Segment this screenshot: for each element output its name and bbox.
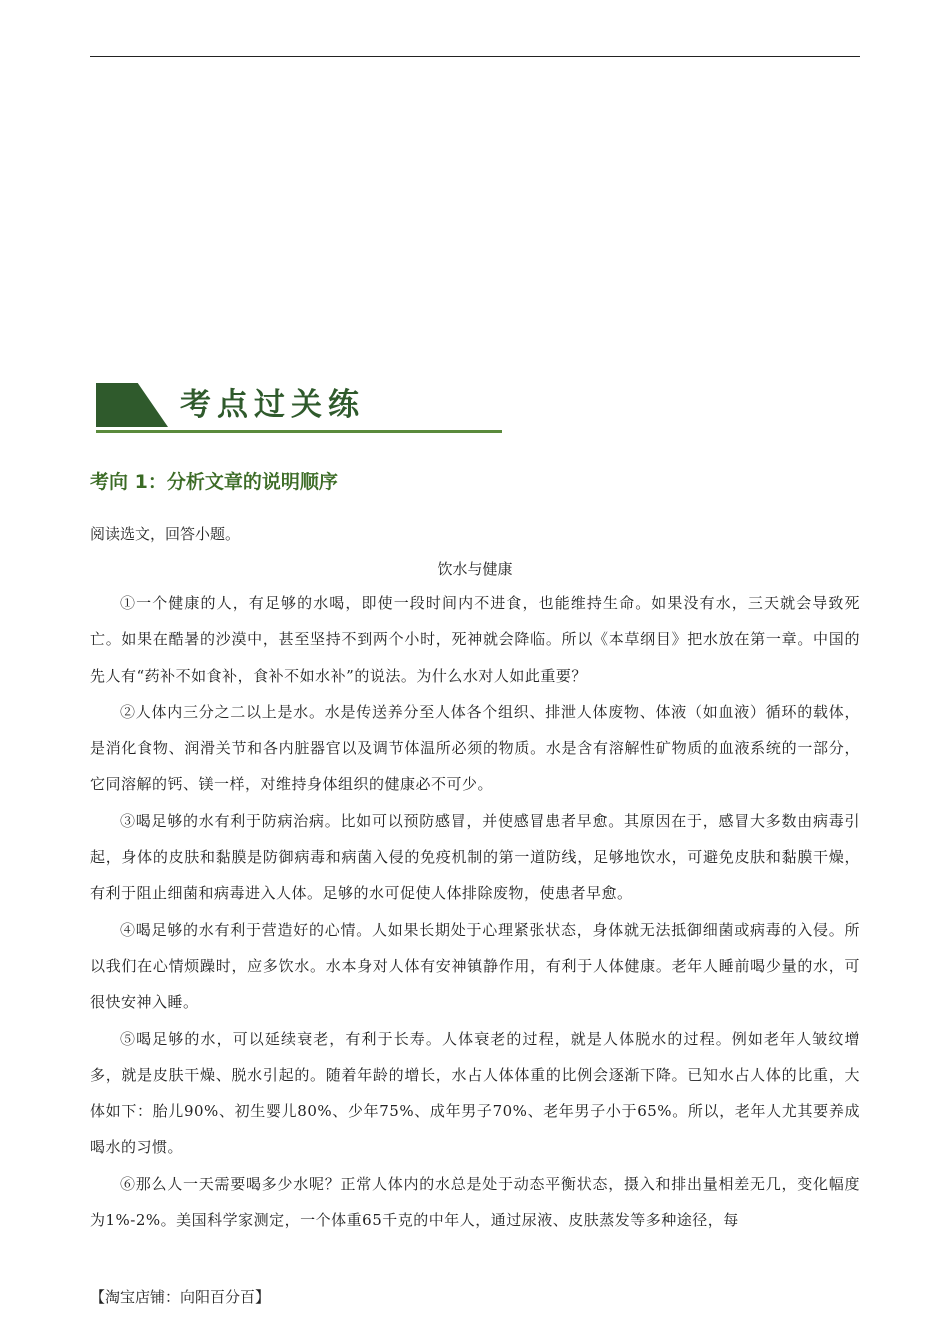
- paragraph-4: ④喝足够的水有利于营造好的心情。人如果长期处于心理紧张状态，身体就无法抵御细菌或病毒的入侵。所以我们在心情烦躁时，应多饮水。水本身对人体有安神镇静作用，有利于人体健康。老年人睡前喝少量的水，可很快安神入睡。: [90, 920, 860, 1012]
- shop-footer: 【淘宝店铺：向阳百分百】: [90, 1288, 271, 1306]
- paragraph-2: ②人体内三分之二以上是水。水是传送养分至人体各个组织、排泄人体废物、体液（如血液）循环的载体，是消化食物、润滑关节和各内脏器官以及调节体温所必须的物质。水是含有溶解性矿物质的血液系统的一部分，它同溶解的钙、镁一样，对维持身体组织的健康必不可少。: [90, 702, 860, 794]
- paragraph-5: ⑤喝足够的水，可以延续衰老，有利于长寿。人体衰老的过程，就是人体脱水的过程。例如老年人皱纹增多，就是皮肤干燥、脱水引起的。随着年龄的增长，水占人体体重的比例会逐渐下降。已知水占人体的比重，大体如下：胎儿90%、初生婴儿80%、少年75%、成年男子70%、老年男子小于65%。所以，老年人尤其要养成喝水的习惯。: [90, 1029, 860, 1157]
- paragraph-1: ①一个健康的人，有足够的水喝，即使一段时间内不进食，也能维持生命。如果没有水，三天就会导致死亡。如果在酷暑的沙漠中，甚至坚持不到两个小时，死神就会降临。所以《本草纲目》把水放在第一章。中国的先人有“药补不如食补，食补不如水补”的说法。为什么水对人如此重要？: [90, 594, 860, 685]
- banner-underline: [96, 430, 502, 433]
- section-banner: [96, 383, 506, 435]
- section-heading: 考向 1：分析文章的说明顺序: [90, 471, 338, 493]
- article-title: 饮水与健康: [437, 560, 513, 578]
- paragraph-6: ⑥那么人一天需要喝多少水呢？正常人体内的水总是处于动态平衡状态，摄入和排出量相差无几，变化幅度为1%-2%。美国科学家测定，一个体重65千克的中年人，通过尿液、皮肤蒸发等多种途径，每: [90, 1174, 860, 1230]
- instruction-text: 阅读选文，回答小题。: [90, 525, 241, 543]
- banner-decoration-block: [96, 383, 168, 427]
- header-rule: [90, 56, 860, 57]
- paragraph-3: ③喝足够的水有利于防病治病。比如可以预防感冒，并使感冒患者早愈。其原因在于，感冒大多数由病毒引起，身体的皮肤和黏膜是防御病毒和病菌入侵的免疫机制的第一道防线，足够地饮水，可避免皮肤和黏膜干燥，有利于阻止细菌和病毒进入人体。足够的水可促使人体排除废物，使患者早愈。: [90, 811, 860, 903]
- article-body: [90, 585, 860, 1238]
- banner-title: 考点过关练: [180, 387, 365, 423]
